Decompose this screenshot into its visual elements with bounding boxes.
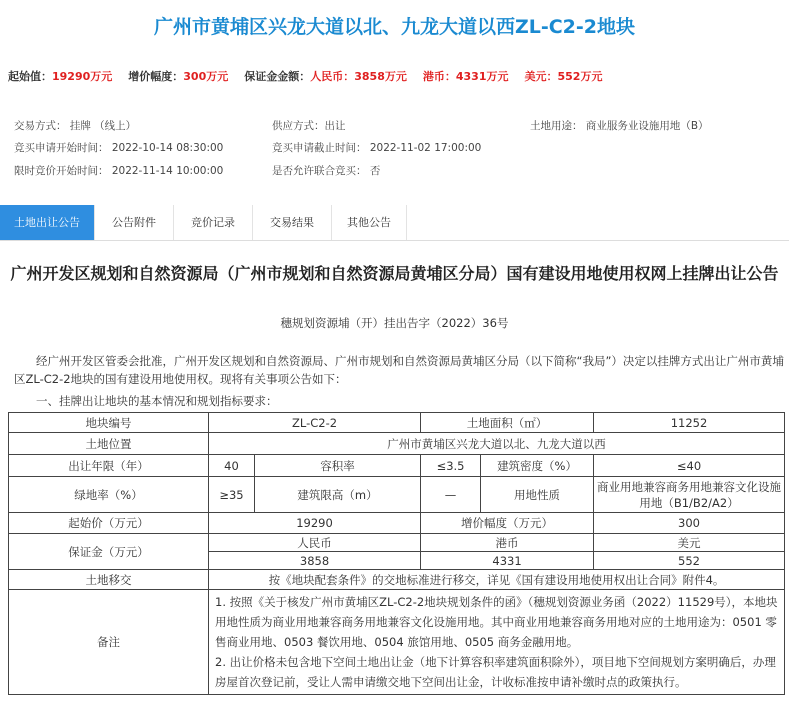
table-row <box>9 413 785 433</box>
parcel-table <box>8 412 785 695</box>
price-summary-bar <box>8 68 602 84</box>
density-label: 建筑密度（%） <box>481 455 594 477</box>
start-price-label: 起始值： <box>8 70 52 83</box>
table-row <box>9 433 785 455</box>
height: — <box>421 477 481 513</box>
page-title: 广州市黄埔区兴龙大道以北、九龙大道以西ZL-C2-2地块 <box>153 16 636 38</box>
parcel-no-label: 地块编号 <box>9 413 209 433</box>
supply-method: 供应方式：出让 <box>272 120 346 132</box>
increment: 300 <box>594 513 785 534</box>
years: 40 <box>209 455 255 477</box>
deposit-rmb-value: 3858万元 <box>354 70 407 83</box>
density: ≤40 <box>594 455 785 477</box>
height-label: 建筑限高（m） <box>255 477 421 513</box>
start-price-label: 起始价（万元） <box>9 513 209 534</box>
tab-attachments[interactable]: 公告附件 <box>95 205 174 240</box>
increment-label: 增价幅度： <box>128 70 184 83</box>
deposit-rmb-label: 人民币： <box>310 70 355 83</box>
deposit-hkd-value: 4331万元 <box>455 70 509 83</box>
table-row <box>9 455 785 477</box>
trade-method: 交易方式： 挂牌 （线上） <box>14 120 137 132</box>
far-label: 容积率 <box>255 455 421 477</box>
tab-results[interactable]: 交易结果 <box>253 205 332 240</box>
location-label: 土地位置 <box>9 433 209 455</box>
tab-bid-records[interactable]: 竞价记录 <box>174 205 253 240</box>
remark <box>209 590 785 695</box>
hkd: 4331 <box>421 552 594 570</box>
handover-label: 土地移交 <box>9 570 209 590</box>
deposit-usd-label: 美元： <box>524 70 558 83</box>
use-label: 用地性质 <box>481 477 594 513</box>
use: 商业用地兼容商务用地兼容文化设施用地（B1/B2/A2） <box>594 477 785 513</box>
far: ≤3.5 <box>421 455 481 477</box>
remark-2: 2. 出让价格未包含地下空间土地出让金（地下计算容积率建筑面积除外），项目地下空间规划方案明确后，办理房屋首次登记前，受让人需申请缴交地下空间出让金，计收标准按申请补缴时点的政策执行。 <box>215 655 776 689</box>
tab-announcement[interactable]: 土地出让公告 <box>0 205 95 240</box>
deposit-label: 保证金金额： <box>244 70 311 83</box>
start-price: 19290 <box>209 513 421 534</box>
remark-label: 备注 <box>9 590 209 695</box>
rmb: 3858 <box>209 552 421 570</box>
area: 11252 <box>594 413 785 433</box>
table-row <box>9 477 785 513</box>
table-row <box>9 570 785 590</box>
deposit-hkd-label: 港币： <box>422 70 456 83</box>
location: 广州市黄埔区兴龙大道以北、九龙大道以西 <box>209 433 785 455</box>
green-label: 绿地率（%） <box>9 477 209 513</box>
parcel-no: ZL-C2-2 <box>209 413 421 433</box>
years-label: 出让年限（年） <box>9 455 209 477</box>
green: ≥35 <box>209 477 255 513</box>
area-label: 土地面积（㎡） <box>421 413 594 433</box>
joint-bid: 是否允许联合竞买： 否 <box>272 165 381 177</box>
time-limit-start: 限时竞价开始时间： 2022-11-14 10:00:00 <box>14 165 224 177</box>
table-row <box>9 513 785 534</box>
usd: 552 <box>594 552 785 570</box>
table-row <box>9 534 785 552</box>
usd-label: 美元 <box>594 534 785 552</box>
start-price-value: 19290万元 <box>52 70 113 83</box>
bid-apply-end: 竞买申请截止时间： 2022-11-02 17:00:00 <box>272 142 482 154</box>
rmb-label: 人民币 <box>209 534 421 552</box>
increment-label: 增价幅度（万元） <box>421 513 594 534</box>
increment-value: 300万元 <box>183 70 229 83</box>
land-use: 土地用途： 商业服务业设施用地（B） <box>530 120 709 132</box>
notice-intro: 经广州开发区管委会批准，广州开发区规划和自然资源局、广州市规划和自然资源局黄埔区分局（以下简称“我局”）决定以挂牌方式出让广州市黄埔区ZL-C2-2地块的国有建设用地使用权。现将有关事项公告如下： <box>14 354 784 386</box>
table-row <box>9 590 785 695</box>
deposit-usd-value: 552万元 <box>557 70 603 83</box>
tab-other-notices[interactable]: 其他公告 <box>332 205 407 240</box>
hkd-label: 港币 <box>421 534 594 552</box>
notice-doc-number: 穗规划资源埔（开）挂出告字（2022）36号 <box>280 316 509 330</box>
bid-apply-start: 竞买申请开始时间： 2022-10-14 08:30:00 <box>14 142 224 154</box>
section-heading: 一、挂牌出让地块的基本情况和规划指标要求： <box>36 394 278 408</box>
tab-bar <box>0 205 789 241</box>
handover: 按《地块配套条件》的交地标准进行移交，详见《国有建设用地使用权出让合同》附件4。 <box>209 570 785 590</box>
deposit-label: 保证金（万元） <box>9 534 209 570</box>
remark-1: 1. 按照《关于核发广州市黄埔区ZL-C2-2地块规划条件的函》（穗规划资源业务函（2022）11529号），本地块用地性质为商业用地兼容商务用地兼容文化设施用地。其中商业用地兼容商务用地对应的土地用途为：0501 零售商业用地、0503 餐饮用地、0504 旅馆用地、0505 商务金融用地。 <box>215 595 778 649</box>
notice-title: 广州开发区规划和自然资源局（广州市规划和自然资源局黄埔区分局）国有建设用地使用权网上挂牌出让公告 <box>10 264 779 283</box>
